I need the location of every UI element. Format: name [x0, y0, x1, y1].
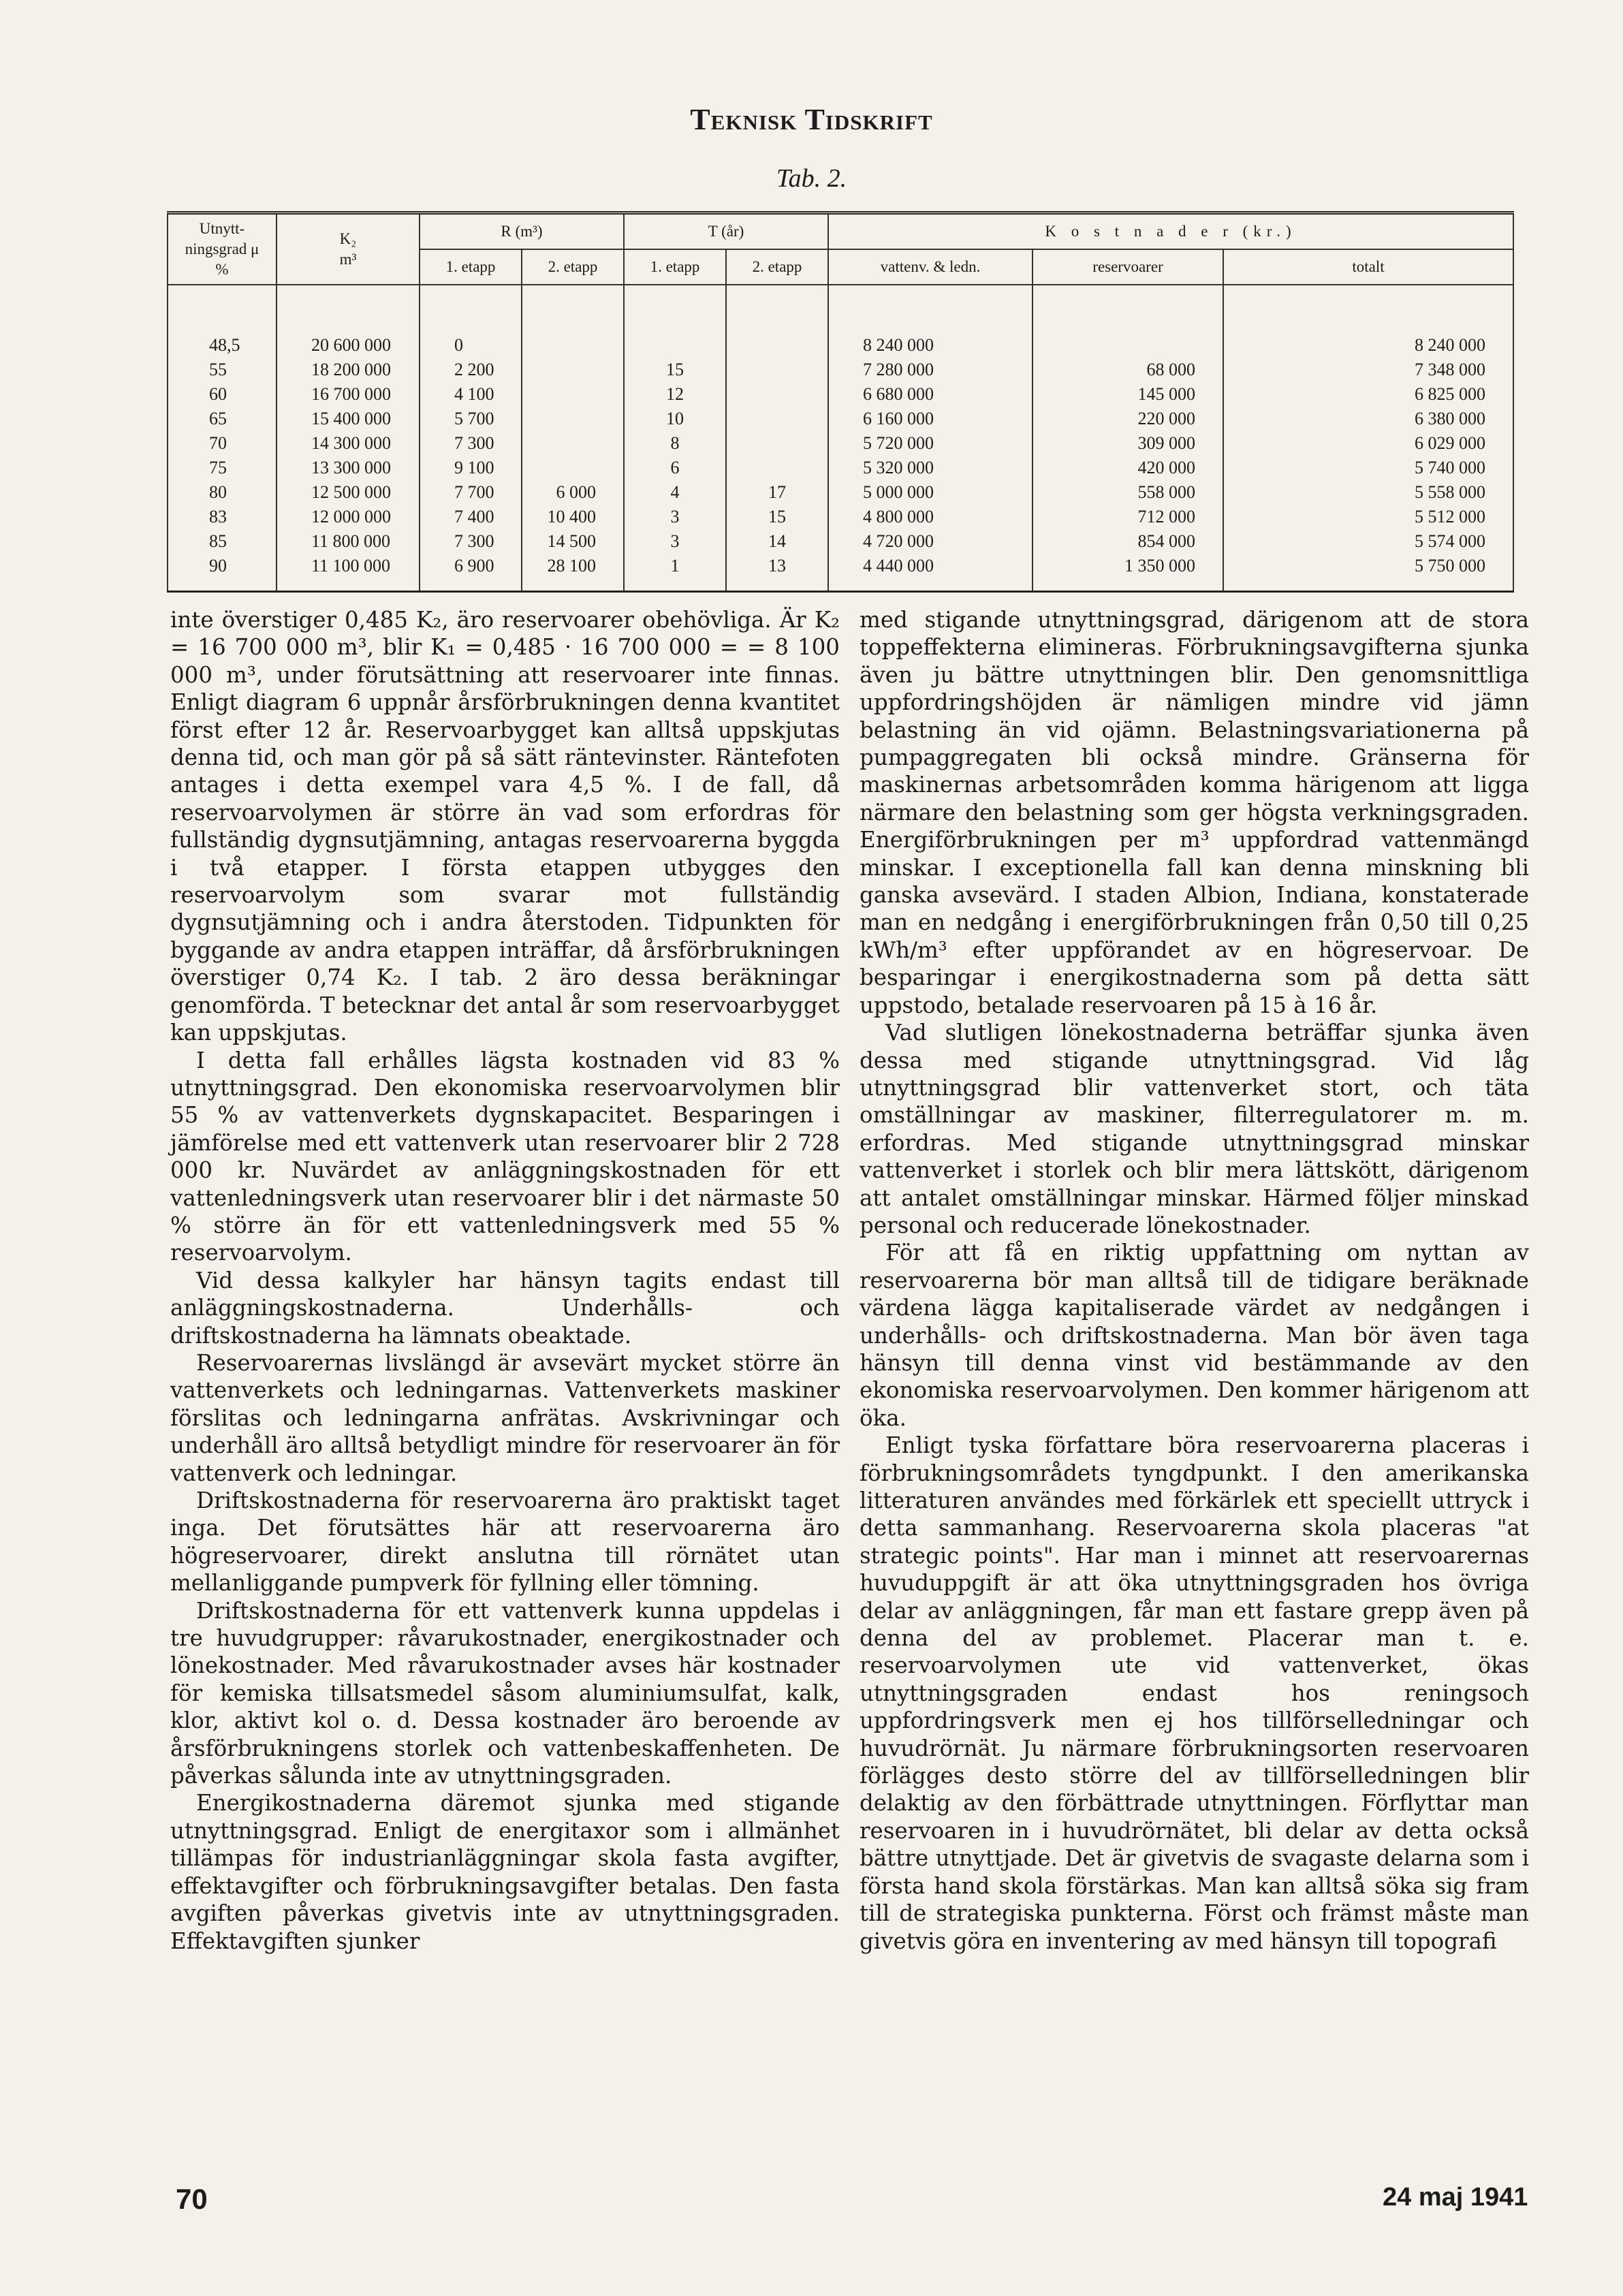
col-totalt: 8 240 000 7 348 000 6 825 000 6 380 000 6 029 000 5 740 000 5 558 000 5 512 000 5 574 000 5 750 000 [1223, 285, 1513, 592]
col-vattenv: 8 240 000 7 280 000 6 680 000 6 160 000 5 720 000 5 320 000 5 000 000 4 800 000 4 720 000 4 440 000 [828, 285, 1033, 592]
header-r-etapp2: 2. etapp [522, 249, 624, 285]
paragraph: Driftskostnaderna för ett vattenverk kunna uppdelas i tre huvudgrupper: råvarukostnader, energikostnader och lönekostnader. Med råvarukostnader avses här kostnader för kemiska tillsatsmedel såsom aluminiumsulfat, kalk, klor, aktivt kol o. d. Dessa kostnader äro beroende av årsförbrukningens storlek och vattenbeskaffenheten. De påverkas sålunda inte av utnyttningsgraden. [170, 1597, 840, 1789]
paragraph: Reservoarernas livslängd är avsevärt mycket större än vattenverkets och ledningarnas. Vattenverkets maskiner förslitas och ledningarna anfrätas. Avskrivningar och underhåll äro alltså betydligt mindre för reservoarer än för vattenverk och ledningar. [170, 1349, 840, 1486]
header-t-etapp1: 1. etapp [624, 249, 726, 285]
header-totalt: totalt [1223, 249, 1513, 285]
paragraph: Driftskostnaderna för reservoarerna äro praktiskt taget inga. Det förutsättes här att reservoarerna äro högreservoarer, direkt anslutna till rörnätet utan mellanliggande pumpverk för fyllning eller tömning. [170, 1488, 840, 1597]
paragraph: I detta fall erhålles lägsta kostnaden vid 83 % utnyttningsgrad. Den ekonomiska reservoarvolymen blir 55 % av vattenverkets dygnskapacitet. Besparingen i jämförelse med ett vattenverk utan reservoarer blir 2 728 000 kr. Nuvärdet av anläggningskostnaden för ett vattenledningsverk utan reservoarer blir i det närmaste 50 % större än för ett vattenledningsverk med 55 % reservoarvolym. [170, 1047, 840, 1266]
paragraph: Vid dessa kalkyler har hänsyn tagits endast till anläggningskostnaderna. Underhålls- och driftskostnaderna ha lämnats obeaktade. [170, 1267, 840, 1349]
header-utnyttningsgrad: Utnytt- ningsgrad μ % [168, 213, 277, 285]
col-t-etapp2: 17 15 14 13 [726, 285, 828, 592]
col-utnyttningsgrad: 48,5 55 60 65 70 75 80 83 85 90 [168, 285, 277, 592]
page-number: 70 [176, 2183, 208, 2215]
paragraph: Enligt tyska författare böra reservoarerna placeras i förbrukningsområdets tyngdpunkt. I den amerikanska litteraturen användes med förkärlek ett speciellt uttryck i detta sammanhang. Reservoarerna skola placeras "at strategic points". Har man i minnet att reservoarernas huvuduppgift är att öka utnyttningsgraden hos övriga delar av anläggningen, får man ett fastare grepp även på denna del av problemet. Placerar man t. e. reservoarvolymen ute vid vattenverket, ökas utnyttningsgraden endast hos reningsoch uppfordringsverk men ej hos tillförselledningar och huvudrörnät. Ju närmare förbrukningsorten reservoaren förlägges desto större del av tillförselledningen blir delaktig av den förbättrade utnyttningen. Förflyttar man reservoaren in i huvudrörnätet, bli delar av detta också bättre utnyttjade. Det är givetvis de svagaste delarna som i första hand skola förstärkas. Man kan alltså söka sig fram till de strategiska punkterna. Först och främst måste man givetvis göra en inventering av med hänsyn till topografi [860, 1432, 1529, 1954]
journal-masthead: Teknisk Tidskrift [690, 103, 933, 136]
header-vattenv: vattenv. & ledn. [828, 249, 1033, 285]
table-2 [167, 211, 1514, 593]
col-k2: 20 600 000 18 200 000 16 700 000 15 400 000 14 300 000 13 300 000 12 500 000 12 000 000 11 800 000 11 100 000 [277, 285, 420, 592]
col-reservoarer: 68 000 145 000 220 000 309 000 420 000 558 000 712 000 854 000 1 350 000 [1033, 285, 1223, 592]
header-kostnader: K o s t n a d e r (kr.) [828, 213, 1513, 249]
paragraph: inte överstiger 0,485 K₂, äro reservoarer obehövliga. Är K₂ = 16 700 000 m³, blir K₁ = 0,485 · 16 700 000 = = 8 100 000 m³, under förutsättning att reservoarer inte finnas. Enligt diagram 6 uppnår årsförbrukningen denna kvantitet först efter 12 år. Reservoarbygget kan alltså uppskjutas denna tid, och man gör på så sätt räntevinster. Räntefoten antages i detta exempel vara 4,5 %. I de fall, då reservoarvolymen är större än vad som erfordras för fullständig dygnsutjämning, antagas reservoarerna byggda i två etapper. I första etappen utbygges den reservoarvolym som svarar mot fullständig dygnsutjämning och i andra återstoden. Tidpunkten för byggande av andra etappen inträffar, då årsförbrukningen överstiger 0,74 K₂. I tab. 2 äro dessa beräkningar genomförda. T betecknar det antal år som reservoarbygget kan uppskjutas. [170, 607, 840, 1046]
col-r-etapp1: 0 2 200 4 100 5 700 7 300 9 100 7 700 7 400 7 300 6 900 [420, 285, 522, 592]
header-t-etapp2: 2. etapp [726, 249, 828, 285]
right-text-column [860, 606, 1529, 1955]
paragraph: Energikostnaderna däremot sjunka med stigande utnyttningsgrad. Enligt de energitaxor som i allmänhet tillämpas för industrianläggningar skola fasta avgifter, effektavgifter och förbrukningsavgifter betalas. Den fasta avgiften påverkas givetvis inte av utnyttningsgraden. Effektavgiften sjunker [170, 1790, 840, 1954]
cost-table [167, 211, 1514, 593]
paragraph: För att få en riktig uppfattning om nyttan av reservoarerna bör man alltså till de tidigare beräknade värdena lägga kapitaliserade värdet av nedgången i underhålls- och driftskostnaderna. Man bör även taga hänsyn till denna vinst vid bestämmande av den ekonomiska reservoarvolymen. Den kommer härigenom att öka. [860, 1240, 1529, 1431]
left-text-column [170, 606, 840, 1955]
issue-date: 24 maj 1941 [1383, 2183, 1528, 2212]
table-caption: Tab. 2. [776, 164, 847, 193]
header-t: T (år) [624, 213, 828, 249]
paragraph: med stigande utnyttningsgrad, därigenom att de stora toppeffekterna elimineras. Förbrukningsavgifterna sjunka även ju bättre utnyttningen blir. Den genomsnittliga uppfordringshöjden är nämligen mindre vid jämn belastning än vid ojämn. Belastningsvariationerna på pumpaggregaten bli också mindre. Gränserna för maskinernas arbetsområden komma härigenom att ligga närmare den belastning som ger högsta verkningsgraden. Energiförbrukningen per m³ uppfordrad vattenmängd minskar. I exceptionella fall kan denna minskning bli ganska avsevärd. I staden Albion, Indiana, konstaterade man en nedgång i energiförbrukningen från 0,50 till 0,25 kWh/m³ efter uppförandet av en högreservoar. De besparingar i energikostnaderna som på detta sätt uppstodo, betalade reservoaren på 15 à 16 år. [860, 607, 1529, 1018]
paragraph: Vad slutligen lönekostnaderna beträffar sjunka även dessa med stigande utnyttningsgrad. Vid låg utnyttningsgrad blir vattenverket stort, och täta omställningar av maskiner, filterregulatorer m. m. erfordras. Med stigande utnyttningsgrad minskar vattenverket i storlek och blir mera lättskött, därigenom att antalet omställningar minskar. Härmed följer minskad personal och reducerade lönekostnader. [860, 1020, 1529, 1238]
header-r-etapp1: 1. etapp [420, 249, 522, 285]
header-reservoarer: reservoarer [1033, 249, 1223, 285]
table-body-row [168, 285, 1513, 592]
col-r-etapp2: 6 000 10 400 14 500 28 100 [522, 285, 624, 592]
col-t-etapp1: 15 12 10 8 6 4 3 3 1 [624, 285, 726, 592]
header-r: R (m³) [420, 213, 624, 249]
header-k2: K₂ m³ [277, 213, 420, 285]
